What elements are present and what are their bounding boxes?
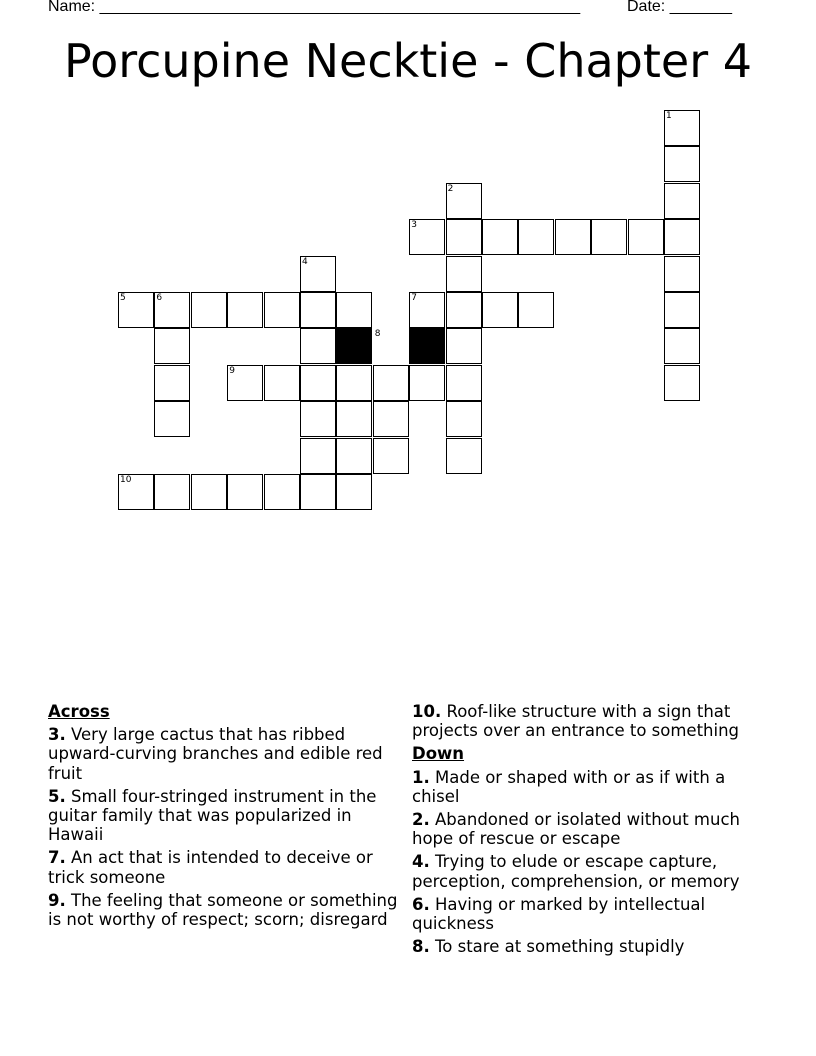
clue-across-3	[48, 725, 410, 783]
name-line: Name: ______________________________________________________	[48, 0, 581, 15]
cell-number: 4	[302, 256, 308, 267]
cell-number: 2	[447, 183, 454, 194]
clue-across-10	[412, 702, 772, 740]
crossword-cell[interactable]	[227, 474, 263, 510]
clue-text: The feeling that someone or something is not worthy of respect; scorn; disregard	[48, 890, 398, 930]
clue-down-6	[412, 895, 772, 933]
clue-down-4	[412, 852, 772, 890]
crossword-cell[interactable]	[518, 292, 554, 328]
cell-number: 10	[120, 475, 132, 485]
crossword-cell[interactable]	[664, 256, 700, 292]
clue-down-2	[412, 810, 772, 848]
crossword-cell[interactable]	[446, 256, 482, 292]
crossword-cell[interactable]	[446, 365, 482, 401]
crossword-cell[interactable]	[264, 365, 300, 401]
crossword-cell[interactable]	[664, 292, 700, 328]
clue-text: To stare at something stupidly	[435, 937, 685, 957]
clue-text: Made or shaped with or as if with a chisel	[412, 767, 726, 806]
crossword-cell[interactable]	[555, 219, 591, 255]
page-title: Porcupine Necktie - Chapter 4	[63, 34, 753, 88]
crossword-cell[interactable]	[591, 219, 627, 255]
crossword-cell[interactable]	[664, 146, 700, 182]
cell-number: 1	[666, 111, 672, 121]
clue-text: Trying to elude or escape capture, perception, comprehension, or memory	[412, 852, 740, 891]
clue-number: 5.	[48, 786, 66, 806]
crossword-cell[interactable]	[664, 365, 700, 401]
crossword-cell[interactable]	[482, 292, 518, 328]
clue-number: 2.	[412, 810, 430, 830]
crossword-cell[interactable]	[336, 474, 372, 510]
crossword-cell[interactable]	[446, 401, 482, 437]
crossword-cell[interactable]	[373, 365, 409, 401]
clue-number: 4.	[412, 852, 430, 872]
crossword-cell[interactable]	[664, 328, 700, 364]
crossword-block	[409, 328, 445, 364]
crossword-cell[interactable]	[300, 328, 336, 364]
down-heading: Down	[412, 744, 465, 764]
crossword-cell[interactable]	[336, 365, 372, 401]
cell-number: 3	[411, 220, 417, 231]
crossword-cell[interactable]	[264, 292, 300, 328]
clue-down-8	[412, 937, 772, 956]
clue-number: 9.	[48, 890, 66, 910]
crossword-cell[interactable]	[336, 401, 372, 437]
crossword-cell[interactable]	[300, 365, 336, 401]
crossword-cell[interactable]	[300, 292, 336, 328]
cell-number: 8	[374, 329, 381, 340]
cell-number: 5	[120, 293, 126, 303]
crossword-cell[interactable]	[227, 292, 263, 328]
crossword-cell[interactable]	[264, 474, 300, 510]
crossword-cell[interactable]	[409, 365, 445, 401]
crossword-cell[interactable]	[300, 438, 336, 474]
crossword-cell[interactable]	[664, 219, 700, 255]
date-line: Date: _______	[627, 0, 732, 15]
clue-number: 6.	[412, 894, 430, 914]
clue-number: 7.	[48, 848, 66, 868]
clue-number: 1.	[412, 767, 430, 787]
clue-number: 10.	[412, 702, 442, 721]
cell-number: 9	[229, 365, 235, 376]
crossword-cell[interactable]	[373, 438, 409, 474]
cell-number: 6	[156, 293, 163, 303]
crossword-cell[interactable]	[446, 328, 482, 364]
clue-across-5	[48, 787, 410, 845]
clue-across-7	[48, 848, 410, 886]
clues-column-left	[48, 702, 410, 933]
cell-number: 7	[411, 293, 417, 303]
crossword-cell[interactable]	[518, 219, 554, 255]
crossword-cell[interactable]	[300, 474, 336, 510]
crossword-cell[interactable]	[191, 474, 227, 510]
crossword-cell[interactable]	[154, 401, 190, 437]
crossword-cell[interactable]	[628, 219, 664, 255]
clue-text: Abandoned or isolated without much hope of rescue or escape	[412, 810, 740, 849]
crossword-cell[interactable]	[154, 365, 190, 401]
crossword-cell[interactable]	[336, 438, 372, 474]
clue-text: Roof-like structure with a sign that projects over an entrance to something	[412, 702, 740, 741]
crossword-cell[interactable]	[446, 219, 482, 255]
clue-number: 3.	[48, 725, 66, 745]
crossword-cell[interactable]	[446, 292, 482, 328]
clue-text: Very large cactus that has ribbed upward-curving branches and edible red fruit	[48, 725, 383, 783]
crossword-cell[interactable]	[482, 219, 518, 255]
clue-across-9	[48, 891, 410, 929]
crossword-cell[interactable]	[664, 183, 700, 219]
clue-number: 8.	[412, 937, 430, 957]
crossword-cell[interactable]	[154, 328, 190, 364]
clues-column-right	[412, 702, 772, 960]
across-heading: Across	[48, 702, 110, 721]
crossword-cell[interactable]	[191, 292, 227, 328]
clue-text: An act that is intended to deceive or trick someone	[48, 848, 373, 887]
clue-text: Small four-stringed instrument in the guitar family that was popularized in Hawaii	[48, 786, 377, 845]
crossword-block	[336, 328, 372, 364]
clue-text: Having or marked by intellectual quickness	[412, 894, 706, 934]
crossword-cell[interactable]	[154, 474, 190, 510]
clue-down-1	[412, 768, 772, 806]
crossword-cell[interactable]	[300, 401, 336, 437]
crossword-cell[interactable]	[336, 292, 372, 328]
crossword-cell[interactable]	[446, 438, 482, 474]
crossword-cell[interactable]	[373, 401, 409, 437]
